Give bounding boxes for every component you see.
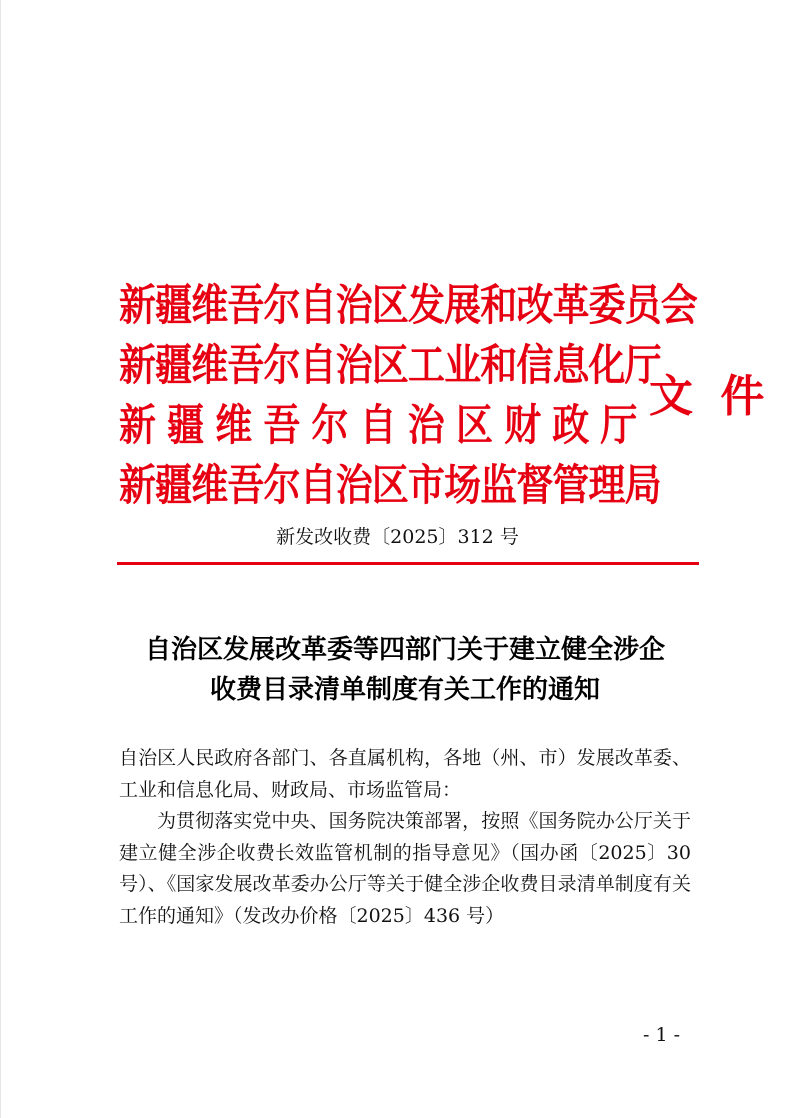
body-paragraph-1: 为贯彻落实党中央、国务院决策部署，按照《国务院办公厅关于建立健全涉企收费长效监管机制的指导意见》（国办函〔2025〕30 号）、《国家发展改革委办公厅等关于健全涉企收费目录清单制度有关工作的通知》（发改办价格〔2025〕436 号）: [119, 810, 691, 927]
issuer-miit: 新疆维吾尔自治区工业和信息化厅: [119, 341, 661, 391]
page-number: - 1 -: [643, 1024, 681, 1046]
title-line-1: 自治区发展改革委等四部门关于建立健全涉企: [144, 635, 665, 665]
issuer-ndrc: 新疆维吾尔自治区发展和改革委员会: [119, 281, 697, 331]
document-title: [105, 630, 705, 710]
document-number: 新发改收费〔2025〕312 号: [276, 526, 519, 548]
red-divider-line: [117, 562, 699, 565]
issuing-agencies: [119, 276, 697, 516]
document-body: [119, 743, 691, 932]
title-line-2: 收费目录清单制度有关工作的通知: [209, 675, 600, 705]
header-suffix-wenjian: 文 件: [649, 371, 771, 422]
issuer-market-regulation: 新疆维吾尔自治区市场监督管理局: [119, 461, 661, 511]
salutation: 自治区人民政府各部门、各直属机构，各地（州、市）发展改革委、工业和信息化局、财政局、市场监管局：: [119, 747, 691, 801]
issuer-finance: 新 疆 维 吾 尔 自 治 区 财 政 厅: [119, 401, 637, 451]
